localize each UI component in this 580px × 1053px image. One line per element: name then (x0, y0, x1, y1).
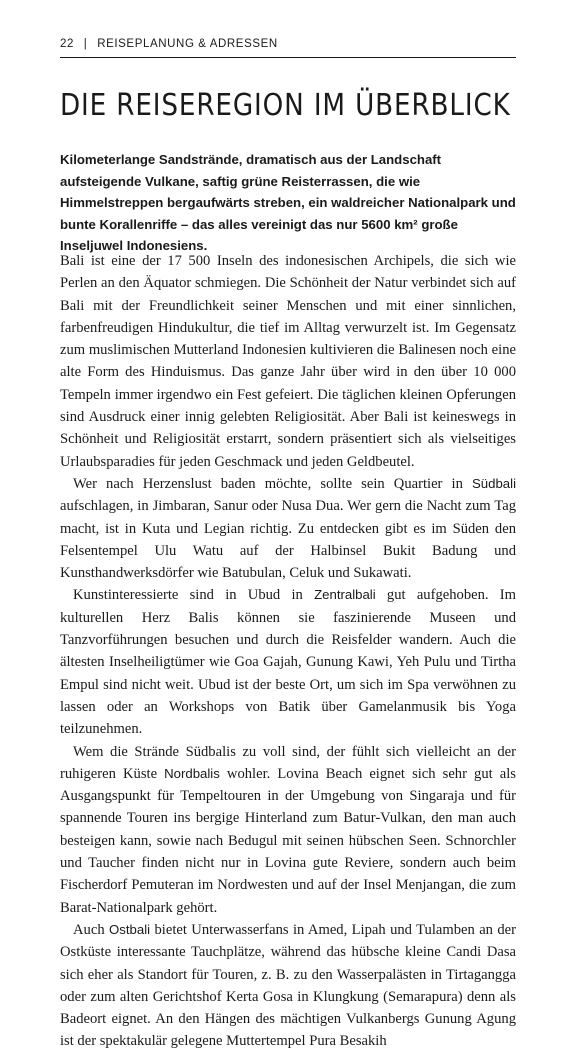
running-header (60, 38, 516, 56)
paragraph-suedbali (60, 473, 516, 584)
paragraph-text: Auch (73, 921, 110, 938)
header-rule (60, 57, 516, 58)
section-title: REISEPLANUNG & ADRESSEN (97, 38, 278, 50)
chapter-title: DIE REISEREGION IM ÜBERBLICK (60, 88, 511, 123)
body-text (60, 250, 516, 1053)
paragraph-text: Wem die Strände Südbalis zu voll sind, der fühlt sich vielleicht an der ruhigeren Küste (60, 743, 516, 782)
paragraph-intro: Bali ist eine der 17 500 Inseln des indonesischen Archipels, die sich wie Perlen an den Äquator schmiegen. Die Schönheit der Natur verbindet sich auf Bali mit der Freundlichkeit seiner Menschen und mit einer sinnlichen, farbenfreudigen Hindukultur, die tief im Alltag verwurzelt ist. Im Gegensatz zum muslimischen Mutterland Indonesien kultivieren die Balinesen noch eine alte Form des Hinduismus. Das ganze Jahr über wird in den über 10 000 Tempeln immer irgendwo ein Fest gefeiert. Die täglichen kleinen Opferungen sind Ausdruck einer innig gelebten Religiosität. Aber Bali ist keineswegs in Schönheit und Religiosität erstarrt, sondern präsentiert sich als vielseitiges Urlaubsparadies für jeden Geschmack und jeden Geldbeutel. (60, 253, 516, 470)
paragraph-nordbali (60, 741, 516, 919)
paragraph-text: wohler. Lovina Beach eignet sich sehr gut als Ausgangspunkt für Tempeltouren in der Umgebung von Singaraja und für spannende Touren ins bergige Hinterland zum Batur-Vulkan, den man auch besteigen kann, sowie nach Bedugul mit seinen hübschen Seen. Schnorchler und Taucher finden nicht nur in Lovina gute Reviere, sondern auch beim Fischerdorf Pemuteran im Nordwesten und auf der Insel Menjangan, die zum Barat-Nationalpark gehört. (60, 765, 516, 916)
paragraph-ostbali (60, 919, 516, 1053)
paragraph-text: aufschlagen, in Jimbaran, Sanur oder Nusa Dua. Wer gern die Nacht zum Tag macht, ist in Kuta und Legian richtig. Zu entdecken gibt es im Süden den Felsentempel Ulu Watu auf der Halbinsel Bukit Badung und Kunsthandwerksdörfer wie Batubulan, Celuk und Sukawati. (60, 498, 516, 582)
lead-paragraph: Kilometerlange Sandstrände, dramatisch aus der Landschaft aufsteigende Vulkane, saftig grüne Reisterrassen, die wie Himmelstreppen bergaufwärts streben, ein waldreicher Nationalpark und bunte Korallenriffe – das alles vereinigt das nur 5600 km² große Inseljuwel Indonesiens. (60, 152, 516, 253)
header-separator: | (83, 38, 88, 50)
paragraph-text: Kunstinteressierte sind in Ubud in (73, 587, 315, 604)
paragraph-text: gut aufgehoben. Im kulturellen Herz Balis können sie faszinierende Museen und Tanzvorführungen besuchen und durch die Reisfelder wandern. Auch die ältesten Inselheiligtümer wie Goa Gajah, Gunung Kawi, Yeh Pulu und Tirtha Empul sind nicht weit. Ubud ist der beste Ort, um sich im Spa verwöhnen zu lassen oder an Workshops von Batik über Gamelanmusik bis Yoga teilzunehmen. (60, 587, 517, 738)
page-number: 22 (60, 38, 74, 50)
paragraph-text: bietet Unterwasserfans in Amed, Lipah und Tulamben an der Ostküste interessante Tauchplätze, während das hübsche kleine Candi Dasa sich eher als Standort für Touren, z. B. zu den Wasserpalästen in Tirtagangga oder zum alten Gerichtshof Kerta Gosa in Klungkung (Semarapura) denn als Badeort eignet. An den Hängen des mächtigen Vulkanbergs Gunung Agung ist der spektakulär gelegene Muttertempel Pura Besakih (60, 921, 517, 1050)
region-name: Ostbali (109, 921, 151, 937)
region-name: Südbali (472, 475, 516, 491)
region-name: Nordbalis (164, 765, 220, 781)
region-name: Zentralbali (314, 587, 376, 603)
paragraph-text: Wer nach Herzenslust baden möchte, sollte sein Quartier in (73, 475, 472, 492)
paragraph-zentralbali (60, 584, 516, 740)
